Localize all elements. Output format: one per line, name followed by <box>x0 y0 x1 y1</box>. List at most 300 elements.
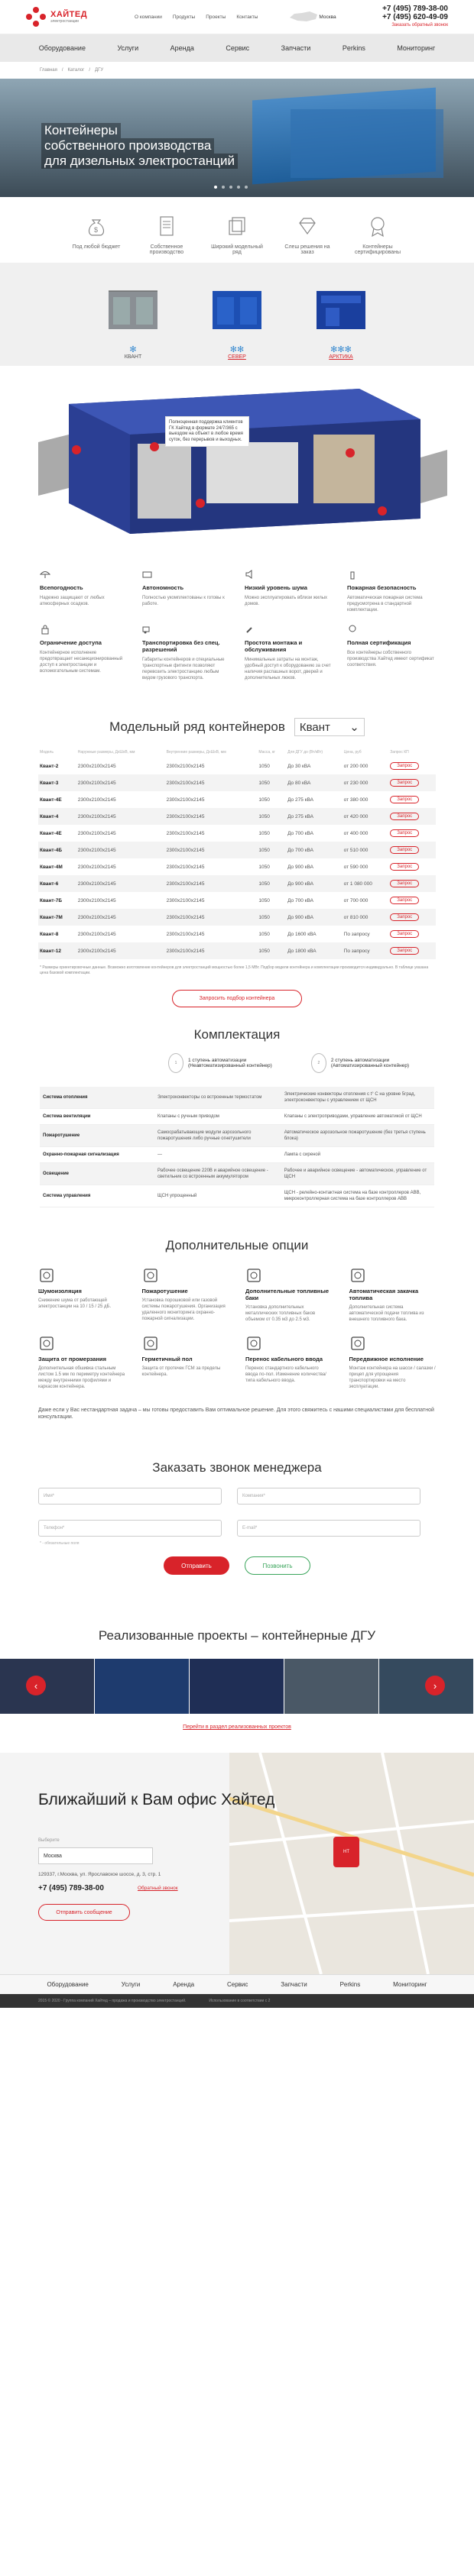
table-row <box>38 892 436 909</box>
advantage-item: Ограничение доступа Контейнерное исполнение предотвращает несанкционированный доступ к электростанции и вспомогательным системам. <box>40 624 127 681</box>
table-cell: До 700 кВА <box>287 897 313 903</box>
feature-certified: Контейнеры сертифицированы <box>350 214 405 255</box>
hero-slider-dots[interactable] <box>214 186 248 189</box>
callback-title: Заказать звонок менеджера <box>152 1460 322 1475</box>
option-item <box>38 1267 125 1323</box>
table-cell: 2300х2100х2145 <box>76 942 165 959</box>
models-table <box>38 747 436 959</box>
crumb-home[interactable]: Главная <box>40 68 57 73</box>
table-cell: 2300х2100х2145 <box>166 931 205 937</box>
table-cell: Квант-7М <box>38 909 76 926</box>
hero-line-3: для дизельных электростанций <box>41 154 238 169</box>
container-illustration <box>23 373 451 549</box>
company-field[interactable]: Компания* <box>237 1488 420 1505</box>
footer-nav <box>0 1974 474 1994</box>
table-cell: 1050 <box>258 830 270 836</box>
options-note: Даже если у Вас нестандартная задача – мы готовы предоставить Вам оптимальное решение. Для этого свяжитесь с нашими специалистами для бесплатной консультации. <box>38 1408 434 1420</box>
request-button[interactable]: Запрос <box>390 779 419 787</box>
table-cell: Квант-2 <box>40 763 59 769</box>
options-grid <box>0 1253 474 1398</box>
table-cell: 2300х2100х2145 <box>165 875 258 892</box>
option-icon <box>349 1335 366 1352</box>
office-address: 129337, г.Москва, ул. Ярославское шоссе, д. 3, стр. 1 <box>38 1872 161 1877</box>
footnav-equipment[interactable]: Оборудование <box>47 1981 89 1988</box>
table-cell: от 1 080 000 <box>343 875 389 892</box>
kompl-cell: Клапаны с ручным приводом <box>154 1109 281 1125</box>
russia-map-icon <box>288 10 319 24</box>
level-2-icon: 2 <box>311 1053 326 1073</box>
kompl-row <box>40 1087 434 1109</box>
table-cell: До 275 кВА <box>287 797 313 803</box>
climate-name-kvant: КВАНТ <box>124 354 142 360</box>
projects-title: Реализованные проекты – контейнерные ДГУ <box>98 1628 376 1643</box>
footnav-services[interactable]: Услуги <box>121 1981 141 1988</box>
feature-custom: Слеш решения на заказ <box>280 214 335 255</box>
table-cell: 2300х2100х2145 <box>166 830 205 836</box>
table-cell: 2300х2100х2145 <box>166 864 205 870</box>
kompl-cell: Клапаны с электроприводами, управление автоматикой от ЩСН <box>281 1109 434 1125</box>
table-row <box>38 858 436 875</box>
office-label: Выберите <box>38 1838 60 1843</box>
table-cell: от 510 000 <box>343 842 389 858</box>
hotspot <box>378 506 387 516</box>
option-item <box>142 1335 229 1390</box>
option-title: Герметичный пол <box>141 1356 193 1362</box>
required-note: * - обязательные поля <box>40 1541 80 1546</box>
umbrella-icon <box>40 569 50 580</box>
table-cell: 2300х2100х2145 <box>165 774 258 791</box>
nav-equipment[interactable]: Оборудование <box>38 44 86 52</box>
table-row <box>38 758 436 774</box>
kompl-table <box>40 1087 434 1207</box>
kompl-row <box>40 1109 434 1125</box>
table-cell: 2300х2100х2145 <box>76 909 165 926</box>
nav-services[interactable]: Услуги <box>117 44 139 52</box>
brand-tagline: электростанции <box>50 19 79 24</box>
table-cell: 2300х2100х2145 <box>76 842 165 858</box>
features-row <box>0 197 474 263</box>
table-cell: До 700 кВА <box>286 842 343 858</box>
money-bag-icon <box>84 214 109 238</box>
kompl-row <box>40 1163 434 1185</box>
table-cell: 2300х2100х2145 <box>166 797 205 803</box>
nav-service[interactable]: Сервис <box>226 44 250 52</box>
table-row <box>38 942 436 959</box>
table-cell: 2300х2100х2145 <box>77 763 116 769</box>
level-1-icon: 1 <box>168 1053 183 1073</box>
option-text: Установка дополнительных металлических топливных баков объемом от 0.35 м3 до 2.5 м3. <box>245 1305 316 1322</box>
table-cell: 2300х2100х2145 <box>165 942 258 959</box>
table-cell: До 1600 кВА <box>287 931 317 937</box>
climate-name-arktika: АРКТИКА <box>329 354 353 360</box>
brand-name: ХАЙТЕД <box>50 10 88 19</box>
option-icon <box>142 1335 159 1352</box>
topnav-products[interactable]: Продукты <box>172 14 196 20</box>
advantage-item: Автономность Полностью укомплектованы к готовы к работе. <box>142 569 229 613</box>
request-container-button[interactable]: Запросить подбор контейнера <box>172 990 302 1007</box>
table-cell: от 230 000 <box>343 774 389 791</box>
projects-link[interactable]: Перейти в раздел реализованных проектов <box>183 1724 291 1730</box>
request-button[interactable]: Запрос <box>390 897 419 904</box>
top-bar <box>0 0 474 34</box>
option-text: Дополнительная обшивка стальным листом 1.5 мм по периметру контейнера между внутренними профилями и каркасом контейнера. <box>38 1366 125 1389</box>
table-header: Модель <box>40 750 54 755</box>
diamond-icon <box>295 214 320 238</box>
main-nav <box>0 34 474 62</box>
option-text: Защита от протечек ГСМ за пределы контейнера. <box>141 1366 221 1377</box>
kompl-cell: Охранно-пожарная сигнализация <box>40 1147 154 1163</box>
table-header: Внутренние размеры, ДхШхВ, мм <box>166 750 226 755</box>
certificate-icon <box>365 214 390 238</box>
request-button[interactable]: Запрос <box>390 880 419 887</box>
climate-kvant[interactable] <box>96 277 170 360</box>
table-row <box>38 808 436 825</box>
hotspot <box>72 445 81 454</box>
table-cell: 1050 <box>258 931 270 937</box>
advantage-item: Полная сертификация Все контейнеры собственного производства Хайтед имеют сертификат соответствия. <box>347 624 434 681</box>
table-row <box>38 774 436 791</box>
table-cell: 1050 <box>257 909 286 926</box>
breadcrumb: Главная / Каталог / ДГУ <box>40 68 104 73</box>
table-cell: 2300х2100х2145 <box>77 797 116 803</box>
table-cell: 1050 <box>257 942 286 959</box>
option-icon <box>38 1335 55 1352</box>
table-cell: 2300х2100х2145 <box>166 897 205 903</box>
table-cell: от 700 000 <box>343 897 368 903</box>
extinguisher-icon <box>347 569 358 580</box>
certificate-icon <box>347 624 358 635</box>
table-cell: По запросу <box>343 942 389 959</box>
table-cell: 2300х2100х2145 <box>76 774 165 791</box>
lock-icon <box>40 624 50 635</box>
option-text: Снижение шума от работающей электростанции на 10 / 15 / 25 дБ. <box>38 1298 112 1309</box>
feature-production: Собственное производство <box>139 214 194 255</box>
kompl-cell: ЩСН - релейно-контактная система на базе контроллеров ABB, микроконтроллерная система на базе контроллеров ABB <box>281 1185 434 1207</box>
hotspot <box>196 499 205 508</box>
climate-name-sever: СЕВЕР <box>228 354 246 360</box>
options-section <box>0 1207 474 1430</box>
table-cell: До 900 кВА <box>286 875 343 892</box>
table-cell: Квант-12 <box>38 942 76 959</box>
map-pin-icon[interactable]: HT <box>333 1837 359 1867</box>
option-title: Защита от промерзания <box>38 1356 107 1362</box>
phone-2[interactable]: +7 (495) 620-49-09 <box>382 12 448 21</box>
mute-icon <box>245 569 255 580</box>
call-me-button[interactable]: Позвонить <box>245 1556 310 1575</box>
request-button[interactable]: Запрос <box>390 829 419 837</box>
kompl-cell: — <box>154 1147 281 1163</box>
table-cell: 2300х2100х2145 <box>165 842 258 858</box>
container-cutaway-image <box>0 373 474 549</box>
request-button[interactable]: Запрос <box>390 762 419 770</box>
option-icon <box>245 1335 262 1352</box>
phone-field[interactable]: Телефон* <box>38 1520 222 1537</box>
kvant-container-image <box>102 277 164 338</box>
option-title: Передвижное исполнение <box>349 1356 424 1362</box>
callback-section <box>0 1430 474 1598</box>
table-cell: 1050 <box>258 763 270 769</box>
projects-carousel[interactable] <box>0 1659 474 1714</box>
table-row <box>38 909 436 926</box>
advantage-item: Всепогодность Надежно защищают от любых атмосферных осадков. <box>40 569 127 613</box>
project-card[interactable] <box>0 1659 95 1714</box>
table-cell: 1050 <box>257 842 286 858</box>
option-text: Дополнительная система автоматической подачи топлива из внешнего топливного бака. <box>349 1305 424 1322</box>
crumb-catalog[interactable]: Каталог <box>67 68 85 73</box>
sever-container-image <box>206 277 268 338</box>
table-cell: 2300х2100х2145 <box>76 875 165 892</box>
option-title: Перенос кабельного ввода <box>245 1356 323 1362</box>
top-nav <box>135 15 258 20</box>
table-cell: 2300х2100х2145 <box>165 808 258 825</box>
footer-bottom <box>0 1994 474 2008</box>
table-row <box>38 825 436 842</box>
table-cell: До 30 кВА <box>287 763 311 769</box>
kompl-cell: Рабочее освещение 220В и аварийное освещение - светильник со встроенным аккумулятором <box>154 1163 281 1185</box>
table-note: * Размеры ориентировочные данные. Возможно изготовление контейнеров для электростанций мощностью более 1,5 МВт. Подбор модели контейнера и комплектации производится индивидуально. В таблице указана цена базовой комплектации. <box>40 965 429 975</box>
table-cell: 1050 <box>257 808 286 825</box>
table-cell: 2300х2100х2145 <box>77 897 116 903</box>
kompl-cell: Система управления <box>40 1185 154 1207</box>
chevron-down-icon: ⌄ <box>349 721 359 734</box>
table-cell: Квант-4Е <box>40 797 62 803</box>
table-cell: Квант-4М <box>40 864 63 870</box>
advantage-item: Пожарная безопасность Автоматическая пожарная система предусмотрена в стандартной комплектации. <box>347 569 434 613</box>
nav-monitoring[interactable]: Мониторинг <box>397 44 436 52</box>
hotspot-tooltip: Полноценная поддержка клиентов ГК Хайтед в формате 24/7/365 с выездом на объект в любое время суток, без перерывов и выходных. <box>165 416 249 447</box>
crumb-current: ДГУ <box>95 68 104 73</box>
table-cell: от 380 000 <box>343 797 368 803</box>
climate-sever[interactable] <box>200 277 274 360</box>
send-button[interactable]: Отправить <box>164 1556 229 1575</box>
feature-budget: $ Под любой бюджет <box>69 214 124 255</box>
table-cell: 1050 <box>258 897 270 903</box>
request-button[interactable]: Запрос <box>390 796 419 803</box>
table-cell: 1050 <box>258 864 270 870</box>
project-card[interactable] <box>190 1659 284 1714</box>
send-message-button[interactable]: Отправить сообщение <box>38 1904 130 1921</box>
footnav-parts[interactable]: Запчасти <box>281 1981 307 1988</box>
hero-banner <box>0 79 474 197</box>
table-cell: Квант-8 <box>40 931 59 937</box>
request-button[interactable]: Запрос <box>390 930 419 938</box>
request-button[interactable]: Запрос <box>390 947 419 955</box>
snow-icon: ✻✻ <box>229 345 245 354</box>
kompl-cell: Система вентиляции <box>40 1109 154 1125</box>
option-item <box>349 1335 437 1390</box>
office-callback-link[interactable]: Обратный звонок <box>138 1886 178 1891</box>
option-title: Дополнительные топливные баки <box>245 1288 330 1301</box>
advantages-grid <box>0 549 474 695</box>
table-cell: 1050 <box>257 875 286 892</box>
copyright: 2015 © 2020 - Группа компаний Хайтед – продажа и производство электростанций. <box>38 1999 187 2003</box>
table-header: Для ДГУ до (Вт/кВт) <box>287 750 323 755</box>
table-cell: Квант-4Б <box>38 842 76 858</box>
wrench-icon <box>245 624 255 635</box>
option-icon <box>349 1267 366 1284</box>
project-card[interactable] <box>284 1659 379 1714</box>
footnav-perkins[interactable]: Perkins <box>339 1981 361 1988</box>
kompl-cell: Автоматическое аэрозольное пожаротушение (без третья ступень блока) <box>281 1125 434 1147</box>
phone-1[interactable]: +7 (495) 789-38-00 <box>382 4 448 13</box>
table-cell: 2300х2100х2145 <box>166 763 205 769</box>
email-field[interactable]: E-mail* <box>237 1520 420 1537</box>
options-title: Дополнительные опции <box>165 1238 309 1252</box>
snow-icon: ✻ <box>129 345 137 354</box>
option-icon <box>38 1267 55 1284</box>
table-cell: от 400 000 <box>343 830 368 836</box>
carousel-next-icon[interactable]: › <box>425 1676 445 1695</box>
kompl-cell: Лампа с сиреной <box>281 1147 434 1163</box>
table-row <box>38 842 436 858</box>
truck-icon <box>142 624 153 635</box>
contacts-block <box>382 5 448 30</box>
arktika-container-image <box>310 277 372 338</box>
office-title: Ближайший к Вам офис Хайтед <box>38 1791 275 1808</box>
table-row <box>38 926 436 942</box>
name-field[interactable]: Имя* <box>38 1488 222 1505</box>
nav-perkins[interactable]: Perkins <box>342 44 365 52</box>
climate-arktika[interactable] <box>304 277 378 360</box>
projects-section <box>0 1598 474 1753</box>
request-button[interactable]: Запрос <box>390 846 419 854</box>
carousel-prev-icon[interactable]: ‹ <box>26 1676 46 1695</box>
request-button[interactable]: Запрос <box>390 913 419 921</box>
table-cell: До 700 кВА <box>287 830 313 836</box>
kompl-cell: Освещение <box>40 1163 154 1185</box>
range-title: Модельный ряд контейнеров <box>109 719 285 734</box>
series-select[interactable]: Квант ⌄ <box>294 718 365 736</box>
table-row <box>38 875 436 892</box>
table-cell: от 200 000 <box>343 763 368 769</box>
table-cell: от 590 000 <box>343 864 368 870</box>
advantage-item: Низкий уровень шума Можно эксплуатировать вблизи жилых домов. <box>245 569 332 613</box>
kompl-section <box>0 1015 474 1207</box>
kompl-row <box>40 1185 434 1207</box>
kompl-row <box>40 1147 434 1163</box>
option-item <box>349 1267 437 1323</box>
table-cell: До 900 кВА <box>286 909 343 926</box>
svg-text:$: $ <box>94 226 99 234</box>
kompl-cell: Самосрабатывающие модули аэрозольного пожаротушения либо ручные огнетушители <box>154 1125 281 1147</box>
table-cell: Квант-6 <box>38 875 76 892</box>
nav-rent[interactable]: Аренда <box>170 44 194 52</box>
table-cell: Квант-4Е <box>40 830 62 836</box>
office-section <box>0 1753 474 1974</box>
table-cell: Квант-4 <box>38 808 76 825</box>
table-cell: Квант-3 <box>38 774 76 791</box>
range-header <box>0 695 474 747</box>
option-text: Установка порошковой или газовой системы пожаротушения. Организация удаленного мониторинга охранно-пожарной сигнализации. <box>141 1298 226 1321</box>
option-item <box>245 1267 333 1323</box>
option-title: Пожаротушение <box>141 1288 188 1294</box>
hero-title <box>41 123 238 169</box>
topnav-contacts[interactable]: Контакты <box>236 14 258 20</box>
footnav-monitoring[interactable]: Мониторинг <box>393 1981 427 1988</box>
table-cell: 2300х2100х2145 <box>165 909 258 926</box>
hero-container-image-2 <box>291 109 443 178</box>
callback-link[interactable]: Заказать обратный звонок <box>391 22 448 27</box>
table-cell: До 1800 кВА <box>286 942 343 959</box>
request-button[interactable]: Запрос <box>390 863 419 871</box>
option-item <box>245 1335 333 1390</box>
table-cell: 1050 <box>257 774 286 791</box>
kompl-cell: Электрические конвекторы отопления с t° С на уровне 5град, электроконвекторы с управлением от ЩСН <box>281 1087 434 1109</box>
kompl-cell: ЩСН упрощенный <box>154 1185 281 1207</box>
advantage-item: Простота монтажа и обслуживания Минимальные затраты на монтаж, удобный доступ к оборудованию за счет наличия распашных ворот, дверей и дополнительных люков. <box>245 624 332 681</box>
request-button[interactable]: Запрос <box>390 813 419 820</box>
kompl-cell: Система отопления <box>40 1087 154 1109</box>
table-cell: По запросу <box>343 931 370 937</box>
option-title: Шумоизоляция <box>38 1288 82 1294</box>
footnav-service[interactable]: Сервис <box>226 1981 248 1988</box>
kompl-cell: Пожаротушение <box>40 1125 154 1147</box>
city-select[interactable]: Москва <box>319 14 336 20</box>
table-row <box>38 791 436 808</box>
logo[interactable] <box>26 7 118 27</box>
kompl-cell: Рабочее и аварийное освещение - автоматическое, управление от ЩСН <box>281 1163 434 1185</box>
kompl-cell: Электроконвекторы со встроенным термостатом <box>154 1087 281 1109</box>
table-cell: 2300х2100х2145 <box>77 864 116 870</box>
cards-icon <box>225 214 249 238</box>
option-item <box>142 1267 229 1323</box>
option-text: Перенос стандартного кабельного ввода по-пол. Изменение количества/типа кабельного ввода. <box>245 1366 326 1383</box>
table-header: Запрос КП <box>390 750 409 755</box>
kompl-title: Комплектация <box>193 1027 281 1042</box>
table-cell: До 275 кВА <box>286 808 343 825</box>
project-card[interactable] <box>95 1659 190 1714</box>
table-header: Наружные размеры, ДхШхВ, мм <box>77 750 135 755</box>
option-text: Монтаж контейнера на шасси / салазки / прицеп для упрощения транспортировки на место эксплуатации. <box>349 1366 436 1389</box>
document-icon <box>154 214 179 238</box>
table-cell: от 420 000 <box>343 808 389 825</box>
hotspot <box>150 442 159 451</box>
logo-mark-icon <box>26 7 46 27</box>
table-cell: 1050 <box>258 797 270 803</box>
office-city-select[interactable]: Москва <box>38 1847 153 1864</box>
snow-icon: ✻✻✻ <box>330 345 352 354</box>
table-cell: 2300х2100х2145 <box>77 830 116 836</box>
hotspot <box>346 448 355 457</box>
office-phone[interactable]: +7 (495) 789-38-00 <box>38 1884 104 1892</box>
battery-icon <box>142 569 153 580</box>
table-cell: от 810 000 <box>343 909 389 926</box>
table-cell: 2300х2100х2145 <box>77 931 116 937</box>
table-header: Масса, кг <box>258 750 275 755</box>
table-cell: Квант-7Б <box>40 897 63 903</box>
footnav-rent[interactable]: Аренда <box>173 1981 195 1988</box>
table-cell: До 80 кВА <box>286 774 343 791</box>
topnav-projects[interactable]: Проекты <box>206 14 226 20</box>
table-header: Цена, руб <box>343 750 362 755</box>
advantage-item: Транспортировка без спец. разрешений Габариты контейнеров и специальные транспортные фитинги позволяют перевозить электростанцию любым видом грузового транспорта. <box>142 624 229 681</box>
feature-range: Широкий модельный ряд <box>209 214 265 255</box>
table-cell: До 900 кВА <box>287 864 313 870</box>
hero-line-2: собственного производства <box>41 138 214 154</box>
nav-parts[interactable]: Запчасти <box>281 44 311 52</box>
topnav-about[interactable]: О компании <box>135 14 162 20</box>
footer-note: Использование в соответствии с 2 <box>209 1999 271 2003</box>
option-icon <box>142 1267 159 1284</box>
option-icon <box>245 1267 262 1284</box>
hero-line-1: Контейнеры <box>41 123 121 138</box>
callback-form <box>0 1475 474 1537</box>
kompl-levels: 1 1 ступень автоматизации (Неавтоматизированный контейнер) 2 2 ступень автоматизации (Автоматизированный контейнер) <box>168 1053 434 1073</box>
climate-versions <box>0 263 474 366</box>
option-item <box>38 1335 125 1390</box>
table-cell: 2300х2100х2145 <box>76 808 165 825</box>
kompl-row <box>40 1125 434 1147</box>
